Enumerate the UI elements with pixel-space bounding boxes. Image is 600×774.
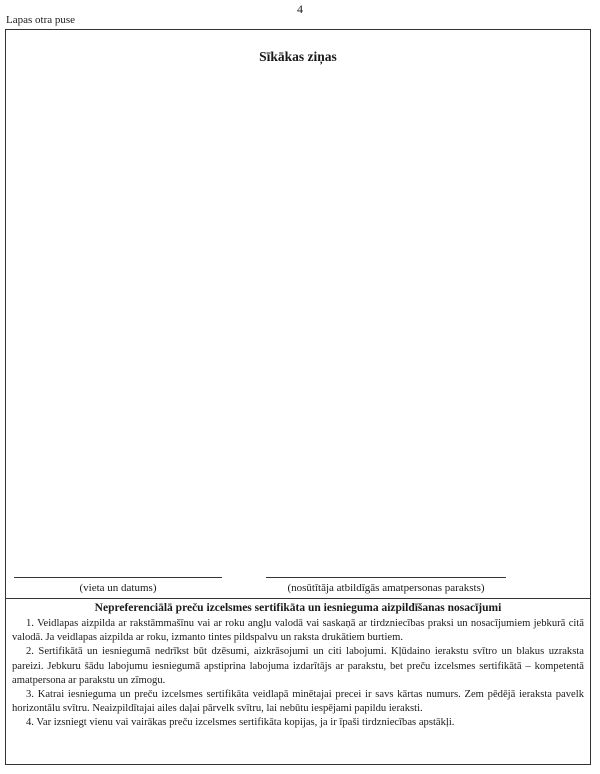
signature-caption: (nosūtītāja atbildīgās amatpersonas paraksts) xyxy=(287,582,485,594)
form-frame xyxy=(5,29,591,765)
instruction-item-3: 3. Katrai iesnieguma un preču izcelsmes sertifikāta veidlapā minētajai precei ir savs kārtas numurs. Zem pēdējā ieraksta pavelk horizontālu svītru. Neaizpildītajai ailes daļai pārvelk svītru, lai nebūtu iespējami papildu ieraksti. xyxy=(12,689,584,715)
page-side-note: Lapas otra puse xyxy=(6,14,76,26)
instruction-item-1: 1. Veidlapas aizpilda ar rakstāmmašīnu vai ar roku angļu valodā vai saskaņā ar tirdzniecības praksi un nosacījumiem jebkurā citā valodā. Ja veidlapas aizpilda ar roku, izmanto tintes pildspalvu un raksta drukātiem burtiem. xyxy=(12,618,584,644)
instructions-section xyxy=(6,598,590,765)
place-date-caption: (vieta un datums) xyxy=(79,582,157,594)
signature-line xyxy=(266,577,506,578)
instructions-title: Nepreferenciālā preču izcelsmes sertifikāta un iesnieguma aizpildīšanas nosacījumi xyxy=(94,602,502,614)
instruction-item-2: 2. Sertifikātā un iesniegumā nedrīkst būt dzēsumi, aizkrāsojumi un citi labojumi. Kļūdaino ierakstu svītro un blakus uzraksta pareizi. Jebkuru šādu labojumu iesniegumā apstiprina labojuma izdarītājs ar parakstu, bet preču izcelsmes sertifikātā – kompetentā amatpersona ar parakstu un zīmogu. xyxy=(12,646,584,686)
place-date-line xyxy=(14,577,222,578)
section-title: Sīkākas ziņas xyxy=(259,49,337,64)
instruction-item-4: 4. Var izsniegt vienu vai vairākas preču izcelsmes sertifikāta kopijas, ja ir īpaši tirdzniecības apstākļi. xyxy=(26,717,455,729)
page-number: 4 xyxy=(297,2,303,16)
